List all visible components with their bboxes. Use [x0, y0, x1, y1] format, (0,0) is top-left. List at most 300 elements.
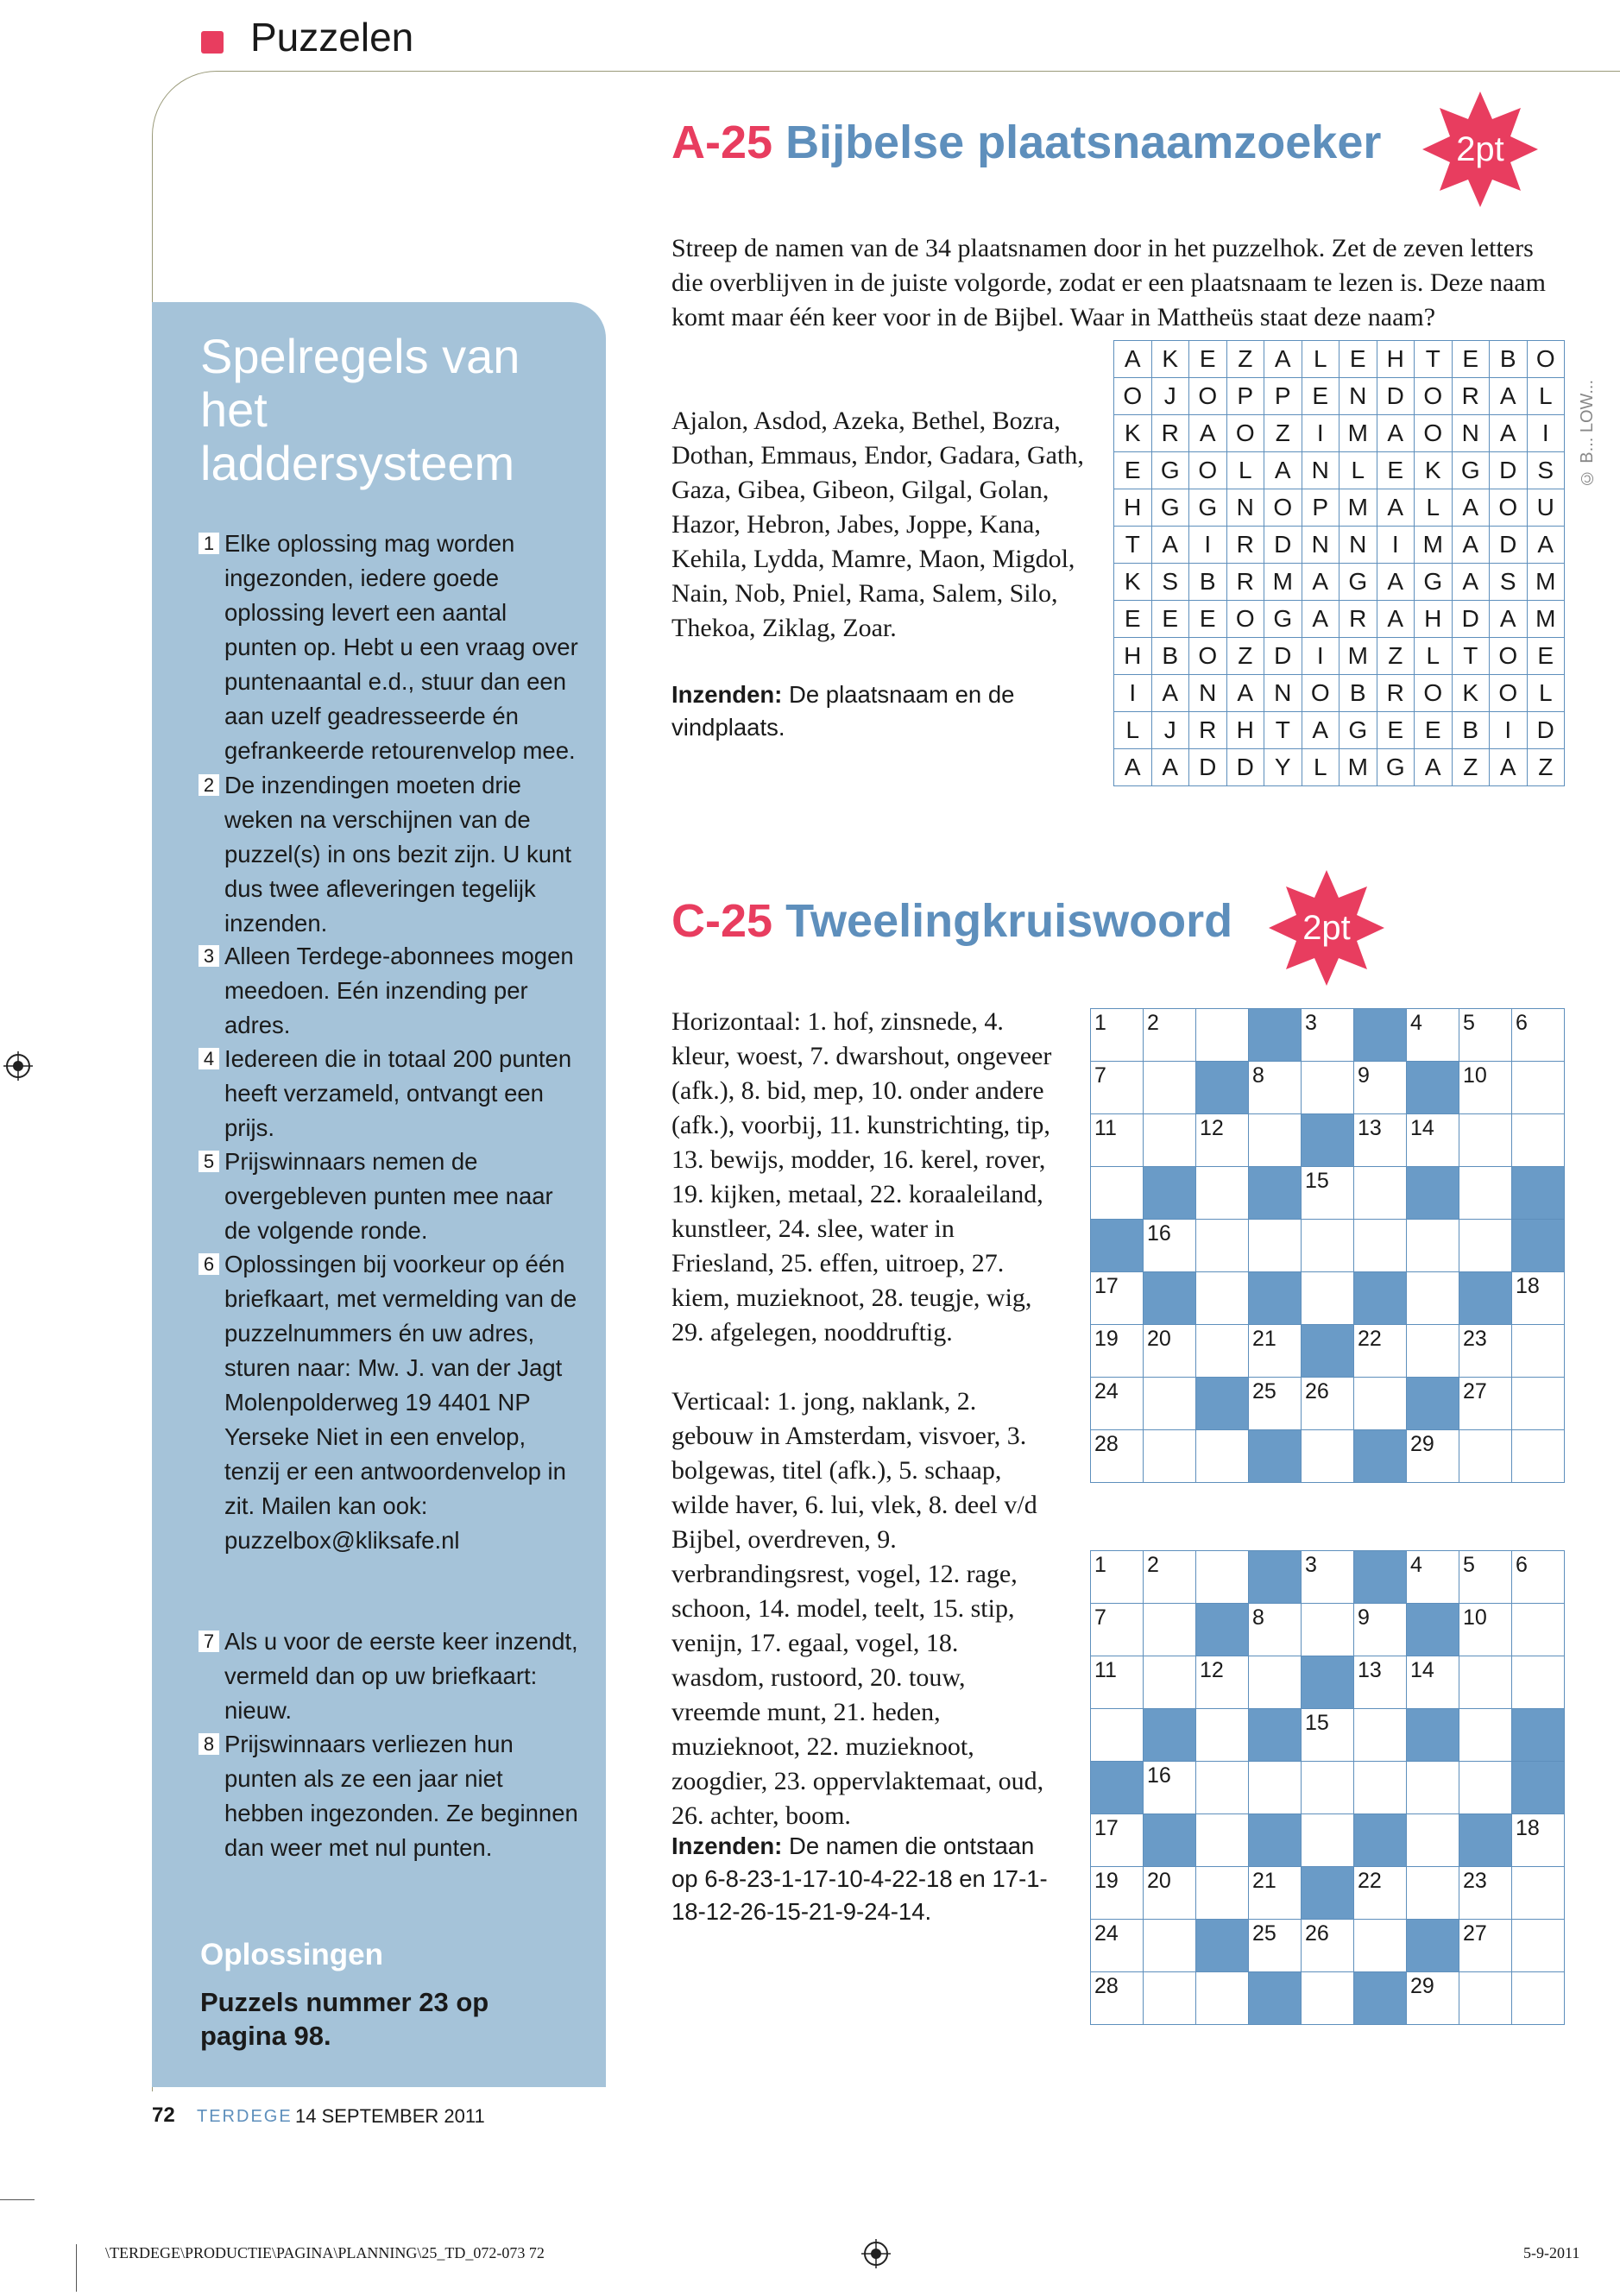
crossword-cell[interactable]: [1091, 1167, 1144, 1220]
crossword-row: [1091, 1762, 1565, 1814]
crossword-cell[interactable]: [1512, 1920, 1565, 1972]
crossword-cell[interactable]: [1196, 1114, 1249, 1167]
crossword-black-cell: [1459, 1814, 1512, 1867]
cell-number: 12: [1200, 1658, 1224, 1682]
crossword-black-cell: [1512, 1709, 1565, 1762]
crossword-cell[interactable]: [1144, 1920, 1196, 1972]
cell-number: 24: [1094, 1921, 1119, 1946]
word-search-cell: M: [1339, 749, 1377, 786]
crossword-black-cell: [1407, 1062, 1459, 1114]
word-search-cell: S: [1151, 564, 1189, 601]
crossword-cell[interactable]: [1091, 1551, 1144, 1604]
word-search-cell: K: [1151, 341, 1189, 378]
crossword-cell[interactable]: [1144, 1604, 1196, 1656]
word-search-cell: P: [1264, 378, 1302, 415]
crossword-cell[interactable]: [1302, 1814, 1354, 1867]
word-search-cell: B: [1490, 341, 1528, 378]
crossword-cell[interactable]: [1196, 1972, 1249, 2025]
word-search-cell: L: [1339, 452, 1377, 489]
crossword-cell[interactable]: [1144, 1220, 1196, 1272]
crossword-cell[interactable]: [1249, 1325, 1302, 1378]
rule-number: 7: [199, 1631, 219, 1652]
word-search-cell: O: [1490, 675, 1528, 712]
cell-number: 14: [1410, 1116, 1434, 1140]
crossword-black-cell: [1302, 1656, 1354, 1709]
crossword-cell[interactable]: [1196, 1709, 1249, 1762]
crossword-cell[interactable]: [1144, 1325, 1196, 1378]
crossword-cell[interactable]: [1459, 1167, 1512, 1220]
word-search-cell: N: [1302, 527, 1339, 564]
crossword-cell[interactable]: [1407, 1551, 1459, 1604]
crossword-row: [1091, 1009, 1565, 1062]
word-search-cell: M: [1527, 601, 1565, 638]
crossword-cell[interactable]: [1512, 1325, 1565, 1378]
cell-number: 13: [1358, 1658, 1382, 1682]
crossword-cell[interactable]: [1512, 1062, 1565, 1114]
word-search-cell: A: [1377, 601, 1415, 638]
word-search-cell: R: [1189, 712, 1227, 749]
crossword-cell[interactable]: [1091, 1430, 1144, 1483]
word-search-cell: L: [1226, 452, 1264, 489]
word-search-cell: I: [1377, 527, 1415, 564]
cell-number: 2: [1147, 1553, 1159, 1577]
crossword-cell[interactable]: [1459, 1430, 1512, 1483]
cell-number: 29: [1410, 1432, 1434, 1456]
crossword-black-cell: [1144, 1272, 1196, 1325]
word-search-cell: H: [1114, 638, 1152, 675]
crossword-cell[interactable]: [1302, 1220, 1354, 1272]
cell-number: 24: [1094, 1379, 1119, 1403]
word-search-cell: G: [1189, 489, 1227, 527]
crossword-cell[interactable]: [1512, 1272, 1565, 1325]
crossword-cell[interactable]: [1302, 1762, 1354, 1814]
word-search-cell: O: [1415, 415, 1453, 452]
word-search-cell: H: [1415, 601, 1453, 638]
word-search-row: [1114, 452, 1565, 489]
word-search-cell: G: [1151, 452, 1189, 489]
crossword-cell[interactable]: [1407, 1114, 1459, 1167]
crossword-row: [1091, 1867, 1565, 1920]
crossword-cell[interactable]: [1144, 1551, 1196, 1604]
crossword-cell[interactable]: [1144, 1430, 1196, 1483]
crossword-cell[interactable]: [1091, 1062, 1144, 1114]
crossword-black-cell: [1302, 1114, 1354, 1167]
crossword-cell[interactable]: [1512, 1114, 1565, 1167]
puzzle-c-name: Tweelingkruiswoord: [785, 895, 1233, 947]
crossword-cell[interactable]: [1354, 1062, 1407, 1114]
crossword-cell[interactable]: [1144, 1009, 1196, 1062]
crossword-cell[interactable]: [1091, 1814, 1144, 1867]
crossword-row: [1091, 1114, 1565, 1167]
crossword-cell[interactable]: [1512, 1972, 1565, 2025]
rule-number: 8: [199, 1733, 219, 1755]
cell-number: 14: [1410, 1658, 1434, 1682]
word-search-cell: N: [1452, 415, 1490, 452]
registration-mark-icon: [861, 2239, 891, 2268]
crossword-black-cell: [1512, 1762, 1565, 1814]
crossword-cell[interactable]: [1512, 1009, 1565, 1062]
crossword-cell[interactable]: [1512, 1656, 1565, 1709]
word-search-cell: P: [1302, 489, 1339, 527]
crossword-cell[interactable]: [1302, 1709, 1354, 1762]
crossword-cell[interactable]: [1512, 1430, 1565, 1483]
word-search-cell: D: [1490, 527, 1528, 564]
crossword-cell[interactable]: [1196, 1220, 1249, 1272]
crossword-cell[interactable]: [1407, 1762, 1459, 1814]
word-search-cell: G: [1339, 712, 1377, 749]
word-search-cell: A: [1264, 341, 1302, 378]
crossword-cell[interactable]: [1302, 1604, 1354, 1656]
rule-number: 3: [199, 945, 219, 967]
word-search-cell: I: [1189, 527, 1227, 564]
crossword-cell[interactable]: [1196, 1762, 1249, 1814]
crossword-cell[interactable]: [1354, 1604, 1407, 1656]
print-slug-date: 5-9-2011: [1523, 2244, 1580, 2261]
crossword-row: [1091, 1920, 1565, 1972]
crossword-cell[interactable]: [1459, 1604, 1512, 1656]
crossword-cell[interactable]: [1407, 1972, 1459, 2025]
word-search-cell: A: [1302, 601, 1339, 638]
cell-number: 17: [1094, 1274, 1119, 1298]
cell-number: 8: [1252, 1063, 1264, 1088]
issue-date: 14 SEPTEMBER 2011: [295, 2105, 485, 2127]
crossword-cell[interactable]: [1091, 1009, 1144, 1062]
crossword-cell[interactable]: [1459, 1709, 1512, 1762]
word-search-cell: O: [1490, 638, 1528, 675]
crossword-cell[interactable]: [1354, 1867, 1407, 1920]
crossword-cell[interactable]: [1512, 1378, 1565, 1430]
cell-number: 1: [1094, 1553, 1106, 1577]
word-search-cell: I: [1490, 712, 1528, 749]
crossword-cell[interactable]: [1144, 1656, 1196, 1709]
word-search-cell: G: [1452, 452, 1490, 489]
word-search-cell: M: [1527, 564, 1565, 601]
cell-number: 22: [1358, 1869, 1382, 1893]
word-search-cell: O: [1264, 489, 1302, 527]
crossword-cell[interactable]: [1354, 1378, 1407, 1430]
word-search-cell: A: [1302, 564, 1339, 601]
crossword-cell[interactable]: [1144, 1062, 1196, 1114]
word-search-cell: A: [1377, 415, 1415, 452]
word-search-cell: M: [1415, 527, 1453, 564]
crossword-cell[interactable]: [1407, 1430, 1459, 1483]
crossword-cell[interactable]: [1302, 1920, 1354, 1972]
cell-number: 18: [1516, 1274, 1540, 1298]
word-search-cell: O: [1527, 341, 1565, 378]
crossword-cell[interactable]: [1302, 1272, 1354, 1325]
word-search-cell: Z: [1226, 341, 1264, 378]
word-search-cell: O: [1189, 452, 1227, 489]
crossword-cell[interactable]: [1144, 1972, 1196, 2025]
points-badge-a: [1415, 85, 1545, 214]
crossword-row: [1091, 1709, 1565, 1762]
word-search-cell: Z: [1264, 415, 1302, 452]
crossword-cell[interactable]: [1407, 1325, 1459, 1378]
crossword-cell[interactable]: [1091, 1656, 1144, 1709]
crossword-cell[interactable]: [1459, 1762, 1512, 1814]
cell-number: 4: [1410, 1011, 1422, 1035]
cell-number: 9: [1358, 1605, 1370, 1630]
crossword-cell[interactable]: [1196, 1009, 1249, 1062]
cell-number: 23: [1463, 1327, 1487, 1351]
word-search-row: [1114, 341, 1565, 378]
crossword-cell[interactable]: [1249, 1062, 1302, 1114]
points-label-a: 2pt: [1456, 130, 1504, 168]
crossword-cell[interactable]: [1144, 1867, 1196, 1920]
crossword-black-cell: [1302, 1325, 1354, 1378]
crossword-cell[interactable]: [1407, 1867, 1459, 1920]
word-search-cell: G: [1377, 749, 1415, 786]
word-search-cell: A: [1490, 415, 1528, 452]
crossword-black-cell: [1091, 1762, 1144, 1814]
word-search-cell: A: [1490, 378, 1528, 415]
word-search-cell: R: [1151, 415, 1189, 452]
crossword-cell[interactable]: [1407, 1272, 1459, 1325]
crossword-cell[interactable]: [1196, 1867, 1249, 1920]
word-search-cell: S: [1527, 452, 1565, 489]
word-search-cell: O: [1189, 638, 1227, 675]
cell-number: 1: [1094, 1011, 1106, 1035]
puzzle-c-code: C-25: [671, 895, 773, 947]
crossword-cell[interactable]: [1512, 1551, 1565, 1604]
crossword-cell[interactable]: [1196, 1325, 1249, 1378]
crossword-cell[interactable]: [1459, 1867, 1512, 1920]
crossword-black-cell: [1407, 1167, 1459, 1220]
crossword-cell[interactable]: [1354, 1656, 1407, 1709]
crossword-black-cell: [1249, 1167, 1302, 1220]
word-search-cell: E: [1189, 601, 1227, 638]
word-search-cell: D: [1264, 638, 1302, 675]
cell-number: 25: [1252, 1921, 1276, 1946]
crossword-cell[interactable]: [1302, 1378, 1354, 1430]
crossword-cell[interactable]: [1196, 1272, 1249, 1325]
crossword-cell[interactable]: [1091, 1378, 1144, 1430]
rule-item: [199, 527, 578, 768]
word-search-cell: O: [1226, 415, 1264, 452]
crossword-black-cell: [1196, 1604, 1249, 1656]
crossword-cell[interactable]: [1196, 1656, 1249, 1709]
word-search-cell: I: [1302, 415, 1339, 452]
crossword-cell[interactable]: [1459, 1114, 1512, 1167]
crossword-cell[interactable]: [1249, 1867, 1302, 1920]
crossword-cell[interactable]: [1249, 1604, 1302, 1656]
word-search-cell: E: [1339, 341, 1377, 378]
word-search-cell: R: [1226, 564, 1264, 601]
cell-number: 3: [1305, 1011, 1317, 1035]
crossword-row: [1091, 1167, 1565, 1220]
section-title: Puzzelen: [250, 15, 414, 60]
crossword-black-cell: [1354, 1972, 1407, 2025]
crossword-cell[interactable]: [1144, 1114, 1196, 1167]
crossword-cell[interactable]: [1144, 1378, 1196, 1430]
puzzle-a-submit-label: Inzenden:: [671, 681, 783, 708]
cell-number: 5: [1463, 1553, 1475, 1577]
crossword-cell[interactable]: [1196, 1814, 1249, 1867]
word-search-cell: E: [1189, 341, 1227, 378]
crossword-cell[interactable]: [1302, 1551, 1354, 1604]
crossword-cell[interactable]: [1354, 1220, 1407, 1272]
cell-number: 3: [1305, 1553, 1317, 1577]
crossword-cell[interactable]: [1459, 1551, 1512, 1604]
crossword-cell[interactable]: [1091, 1920, 1144, 1972]
rule-item: [199, 1145, 578, 1248]
crossword-cell[interactable]: [1091, 1867, 1144, 1920]
word-search-cell: L: [1114, 712, 1152, 749]
crossword-cell[interactable]: [1091, 1604, 1144, 1656]
crossword-black-cell: [1249, 1272, 1302, 1325]
crossword-cell[interactable]: [1459, 1220, 1512, 1272]
word-search-cell: Z: [1377, 638, 1415, 675]
points-label-c: 2pt: [1302, 909, 1351, 947]
word-search-cell: Z: [1226, 638, 1264, 675]
word-search-cell: N: [1189, 675, 1227, 712]
crossword-cell[interactable]: [1354, 1762, 1407, 1814]
rule-number: 2: [199, 774, 219, 796]
crossword-cell[interactable]: [1249, 1920, 1302, 1972]
cell-number: 20: [1147, 1869, 1171, 1893]
word-search-cell: G: [1264, 601, 1302, 638]
word-search-cell: L: [1302, 749, 1339, 786]
word-search-cell: A: [1490, 601, 1528, 638]
word-search-cell: A: [1490, 749, 1528, 786]
crossword-cell[interactable]: [1512, 1604, 1565, 1656]
puzzle-a-title: [671, 116, 1381, 169]
word-search-cell: N: [1339, 527, 1377, 564]
word-search-row: [1114, 712, 1565, 749]
crossword-cell[interactable]: [1407, 1220, 1459, 1272]
rule-number: 1: [199, 533, 219, 554]
word-search-cell: A: [1452, 527, 1490, 564]
crossword-cell[interactable]: [1459, 1378, 1512, 1430]
word-search-cell: A: [1377, 489, 1415, 527]
crossword-cell[interactable]: [1512, 1867, 1565, 1920]
cell-number: 15: [1305, 1711, 1329, 1735]
rule-text: De inzendingen moeten drie weken na verschijnen van de puzzel(s) in ons bezit zijn. U kunt dus twee afleveringen tegelijk inzenden.: [224, 772, 571, 937]
word-search-cell: E: [1151, 601, 1189, 638]
crossword-row: [1091, 1604, 1565, 1656]
crossword-cell[interactable]: [1249, 1220, 1302, 1272]
cell-number: 27: [1463, 1921, 1487, 1946]
crossword-cell[interactable]: [1249, 1114, 1302, 1167]
word-search-cell: A: [1452, 489, 1490, 527]
crossword-cell[interactable]: [1407, 1814, 1459, 1867]
crossword-row: [1091, 1325, 1565, 1378]
word-search-cell: L: [1527, 378, 1565, 415]
crossword-cell[interactable]: [1196, 1430, 1249, 1483]
word-search-cell: L: [1302, 341, 1339, 378]
cell-number: 11: [1094, 1116, 1117, 1140]
crossword-cell[interactable]: [1512, 1814, 1565, 1867]
crossword-cell[interactable]: [1249, 1762, 1302, 1814]
rule-item: [199, 1247, 578, 1558]
word-search-cell: E: [1377, 452, 1415, 489]
crossword-cell[interactable]: [1091, 1272, 1144, 1325]
cell-number: 22: [1358, 1327, 1382, 1351]
crossword-cell[interactable]: [1302, 1062, 1354, 1114]
word-search-cell: Z: [1452, 749, 1490, 786]
word-search-row: [1114, 527, 1565, 564]
crossword-cell[interactable]: [1459, 1009, 1512, 1062]
cell-number: 10: [1463, 1063, 1487, 1088]
crossword-cell[interactable]: [1144, 1762, 1196, 1814]
word-search-cell: O: [1226, 601, 1264, 638]
crossword-row: [1091, 1272, 1565, 1325]
crossword-cell[interactable]: [1407, 1656, 1459, 1709]
word-search-cell: D: [1264, 527, 1302, 564]
word-search-cell: Y: [1264, 749, 1302, 786]
crossword-cell[interactable]: [1302, 1167, 1354, 1220]
crossword-row: [1091, 1972, 1565, 2025]
crossword-cell[interactable]: [1459, 1656, 1512, 1709]
crossword-cell[interactable]: [1459, 1920, 1512, 1972]
crossword-row: [1091, 1062, 1565, 1114]
crossword-cell[interactable]: [1249, 1378, 1302, 1430]
word-search-cell: A: [1151, 527, 1189, 564]
crossword-cell[interactable]: [1459, 1062, 1512, 1114]
word-search-cell: A: [1415, 749, 1453, 786]
crossword-cell[interactable]: [1249, 1656, 1302, 1709]
word-search-row: [1114, 675, 1565, 712]
rule-text: Oplossingen bij voorkeur op één briefkaart, met vermelding van de puzzelnummers én uw adres, sturen naar: Mw. J. van der Jagt Molenpolderweg 19 4401 NP Yerseke Niet in een envelop, tenzij er een antwoordenvelop in zit. Mailen kan ook: puzzelbox@kliksafe.nl: [224, 1251, 577, 1554]
crossword-cell[interactable]: [1302, 1430, 1354, 1483]
crossword-black-cell: [1407, 1709, 1459, 1762]
crossword-cell[interactable]: [1196, 1167, 1249, 1220]
rule-text: Iedereen die in totaal 200 punten heeft verzameld, ontvangt een prijs.: [224, 1045, 572, 1141]
crossword-cell[interactable]: [1459, 1325, 1512, 1378]
crossword-cell[interactable]: [1302, 1972, 1354, 2025]
word-search-cell: T: [1452, 638, 1490, 675]
crossword-cell[interactable]: [1196, 1551, 1249, 1604]
section-marker: [201, 31, 224, 54]
word-search-cell: B: [1151, 638, 1189, 675]
cell-number: 23: [1463, 1869, 1487, 1893]
crossword-black-cell: [1249, 1551, 1302, 1604]
word-search-cell: K: [1114, 415, 1152, 452]
word-search-cell: H: [1377, 341, 1415, 378]
cell-number: 26: [1305, 1379, 1329, 1403]
word-search-cell: I: [1527, 415, 1565, 452]
cell-number: 21: [1252, 1327, 1276, 1351]
crossword-row: [1091, 1378, 1565, 1430]
crossword-cell[interactable]: [1091, 1972, 1144, 2025]
rule-item: [199, 1727, 578, 1865]
crossword-cell[interactable]: [1354, 1325, 1407, 1378]
crossword-cell[interactable]: [1091, 1325, 1144, 1378]
puzzle-a-submit-text: De plaatsnaam en de vindplaats.: [671, 681, 1015, 741]
crossword-cell[interactable]: [1459, 1972, 1512, 2025]
rule-item: [199, 1624, 578, 1728]
crossword-black-cell: [1512, 1167, 1565, 1220]
crossword-cell[interactable]: [1354, 1709, 1407, 1762]
rule-number: 6: [199, 1253, 219, 1275]
crossword-cell[interactable]: [1091, 1709, 1144, 1762]
crossword-cell[interactable]: [1354, 1167, 1407, 1220]
crossword-cell[interactable]: [1354, 1920, 1407, 1972]
rule-number: 4: [199, 1048, 219, 1069]
crossword-cell[interactable]: [1091, 1114, 1144, 1167]
word-search-cell: U: [1527, 489, 1565, 527]
word-search-cell: K: [1415, 452, 1453, 489]
cell-number: 15: [1305, 1169, 1329, 1193]
word-search-cell: N: [1302, 452, 1339, 489]
crossword-cell[interactable]: [1302, 1009, 1354, 1062]
crossword-cell[interactable]: [1354, 1114, 1407, 1167]
crossword-cell[interactable]: [1407, 1009, 1459, 1062]
crossword-row: [1091, 1814, 1565, 1867]
cell-number: 16: [1147, 1221, 1171, 1246]
word-search-cell: D: [1226, 749, 1264, 786]
word-search-row: [1114, 601, 1565, 638]
